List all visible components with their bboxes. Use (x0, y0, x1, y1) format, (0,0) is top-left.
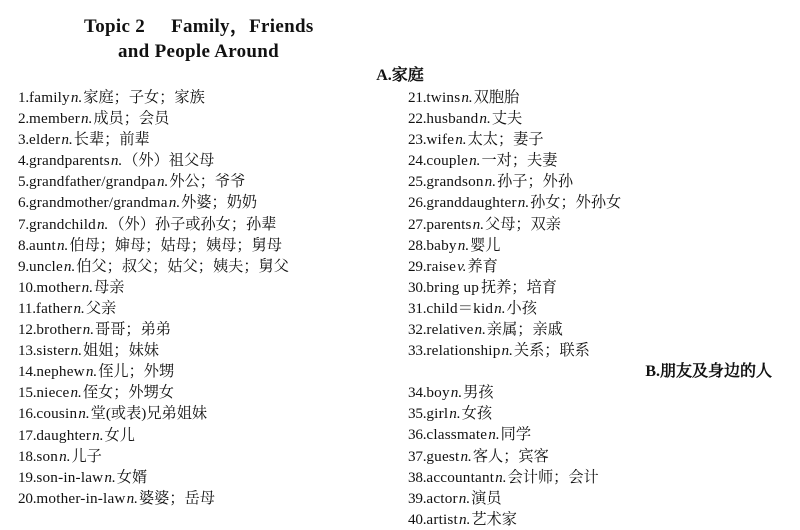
topic-label: Topic 2 (84, 16, 146, 37)
list-item: 1.familyn.家庭；子女；家族 (18, 89, 205, 106)
list-item: 7.grandchildn.（外）孙子或孙女；孙辈 (18, 215, 277, 233)
list-item: 32.relativen.亲属；亲戚 (408, 321, 563, 339)
list-item: 30.bring up 抚养；培育 (408, 278, 557, 296)
page-title (10, 14, 790, 64)
list-item: 16.cousinn.堂(或表)兄弟姐妹 (18, 405, 208, 423)
list-item: 4.grandparentsn.（外）祖父母 (18, 152, 215, 170)
list-item: 23.wifen.太太；妻子 (408, 131, 544, 149)
list-item: 6.grandmother/grandman.外婆；奶奶 (18, 194, 258, 212)
list-item: 40.artistn.艺术家 (408, 510, 517, 528)
list-item: 25.grandsonn.孙子；外孙 (408, 173, 573, 191)
list-item: 33.relationshipn.关系；联系 (408, 342, 590, 360)
list-item: 21.twinsn.双胞胎 (408, 89, 520, 106)
list-item: 39.actorn.演员 (408, 489, 502, 507)
section-heading-b: B.朋友及身边的人 (645, 363, 772, 381)
title-line-2: and People Around (118, 41, 280, 62)
list-item: 15.niecen.侄女；外甥女 (18, 384, 174, 402)
list-item: 18.sonn.儿子 (18, 447, 102, 465)
list-item: 11.fathern.父亲 (18, 299, 117, 317)
right-column (400, 87, 790, 530)
title-line-1 (84, 14, 790, 39)
list-item: 5.grandfather/grandpan.外公；爷爷 (18, 173, 246, 191)
list-item: 2.membern.成员；会员 (18, 110, 170, 128)
list-item: 38.accountantn.会计师；会计 (408, 468, 599, 486)
list-item: 3.eldern.长辈；前辈 (18, 131, 150, 149)
list-item: 14.nephewn.侄儿；外甥 (18, 363, 175, 381)
list-item: 26.granddaughtern.孙女；外孙女 (408, 194, 622, 212)
list-item: 28.babyn.婴儿 (408, 236, 501, 254)
list-item: 22.husbandn.丈夫 (408, 110, 523, 128)
list-item: 24.couplen.一对；夫妻 (408, 152, 558, 170)
list-item: 13.sistern.姐姐；妹妹 (18, 342, 159, 360)
list-item: 20.mother-in-lawn.婆婆；岳母 (18, 489, 215, 507)
list-item: 35.girln.女孩 (408, 405, 493, 423)
list-item: 9.unclen.伯父；叔父；姑父；姨夫；舅父 (18, 257, 289, 275)
list-item: 34.boyn.男孩 (408, 384, 494, 402)
list-item: 17.daughtern.女儿 (18, 426, 135, 444)
list-item: 29.raisev.养育 (408, 257, 498, 275)
list-item: 31.child＝kidn.小孩 (408, 299, 537, 317)
word-list-columns (10, 87, 790, 530)
list-item: 12.brothern.哥哥；弟弟 (18, 321, 171, 339)
list-item: 27.parentsn.父母；双亲 (408, 215, 561, 233)
section-heading-a: A.家庭 (376, 67, 424, 84)
list-item: 36.classmaten.同学 (408, 426, 531, 444)
list-item: 37.guestn.客人；宾客 (408, 447, 549, 465)
list-item: 19.son-in-lawn.女婿 (18, 468, 148, 486)
list-item: 10.mothern.母亲 (18, 278, 125, 296)
left-column (10, 87, 400, 530)
title-text-line1: Family，Friends (171, 16, 314, 37)
list-item: 8.auntn.伯母；婶母；姑母；姨母；舅母 (18, 236, 282, 254)
